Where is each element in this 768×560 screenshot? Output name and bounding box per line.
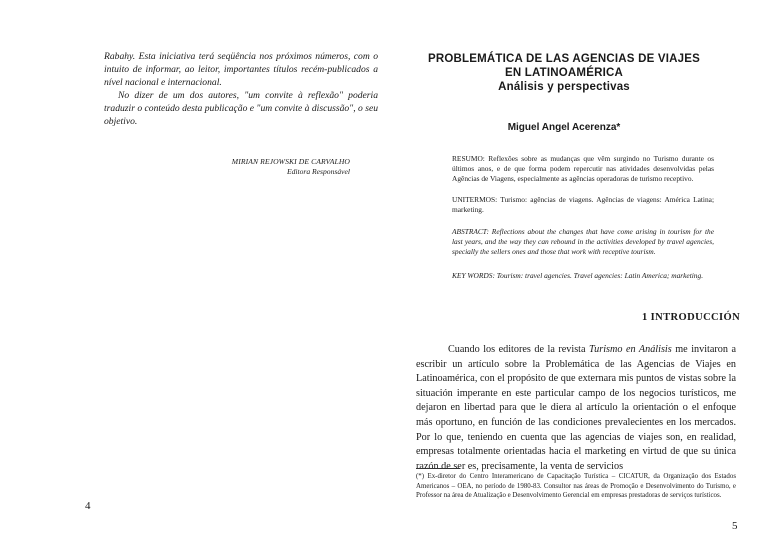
keywords: KEY WORDS: Tourism: travel agencies. Travel agencies: Latin America; marketing. <box>452 271 704 280</box>
body-text-rest: me invitaron a escribir un artículo sobre la Problemática de las Agencias de Viajes en Latinoamérica, con el propósito de que externara mis puntos de vistas sobre la situación imperante en este particular campo de los negocios turísticos, me dejaron en libertad para que le diera al artículo la orientación o el enfoque más oportuno, en función de las condiciones prevalecientes en los mercados. Por lo que, teniendo en cuenta que las agencias de viajes son, en realidad, empresas totalmente orientadas hacia el marketing en virtud de que su única razón de ser es, precisamente, la venta de servicios <box>416 344 737 472</box>
title-line-2: EN LATINOAMÉRICA <box>505 66 623 79</box>
signature-role: Editora Responsável <box>286 167 350 176</box>
section-heading: 1 INTRODUCCIÓN <box>642 312 741 323</box>
body-paragraph <box>416 343 736 474</box>
intro-paragraph-1: Rabahy. Esta iniciativa terá seqüência nos próximos números, com o intuito de informar, ao leitor, importantes títulos recém-publicados a nível nacional e internacional. <box>104 51 378 88</box>
article-title <box>394 53 734 95</box>
intro-paragraph-2: No dizer de um dos autores, "um convite à reflexão" poderia traduzir o conteúdo desta publicação e "um convite à discussão", o seu objetivo. <box>104 90 378 127</box>
journal-name: Turismo en Análisis <box>589 344 672 355</box>
body-text-start: Cuando los editores de la revista <box>448 344 590 355</box>
editor-signature <box>180 157 350 177</box>
article-subtitle: Análisis y perspectivas <box>498 81 630 93</box>
unitermos: UNITERMOS: Turismo: agências de viagens. Agências de viagens: América Latina; marketing. <box>452 195 714 215</box>
signature-name: MIRIAN REJOWSKI DE CARVALHO <box>231 157 350 166</box>
footnote: (*) Ex-diretor do Centro Interamericano de Capacitação Turística – CICATUR, da Organização dos Estados Americanos – OEA, no período de 1980-83. Consultor nas áreas de Promoção e Desenvolvimento do Turismo, e Professor na área de Atualização e Desenvolvimento Gerencial em empresas prestadoras de serviços turísticos. <box>416 473 736 500</box>
page-number-right: 5 <box>732 520 738 532</box>
resumo: RESUMO: Reflexões sobre as mudanças que vêm surgindo no Turismo durante os últimos anos, e de que forma podem repercutir nas atividades desenvolvidas pelas Agências de Viagens, especialmente as agências operadoras de turismo receptivo. <box>452 154 714 184</box>
intro-text <box>104 50 378 128</box>
abstract: ABSTRACT: Reflections about the changes that have come arising in tourism for the last years, and the way they can rebound in the activities developed by travel agencies, specially the sellers ones and those that work with receptive tourism. <box>452 227 714 257</box>
article-author: Miguel Angel Acerenza* <box>507 122 621 133</box>
title-line-1: PROBLEMÁTICA DE LAS AGENCIAS DE VIAJES <box>428 53 700 65</box>
right-page <box>384 0 768 560</box>
footnote-rule <box>416 468 460 469</box>
page-number-left: 4 <box>85 500 91 512</box>
